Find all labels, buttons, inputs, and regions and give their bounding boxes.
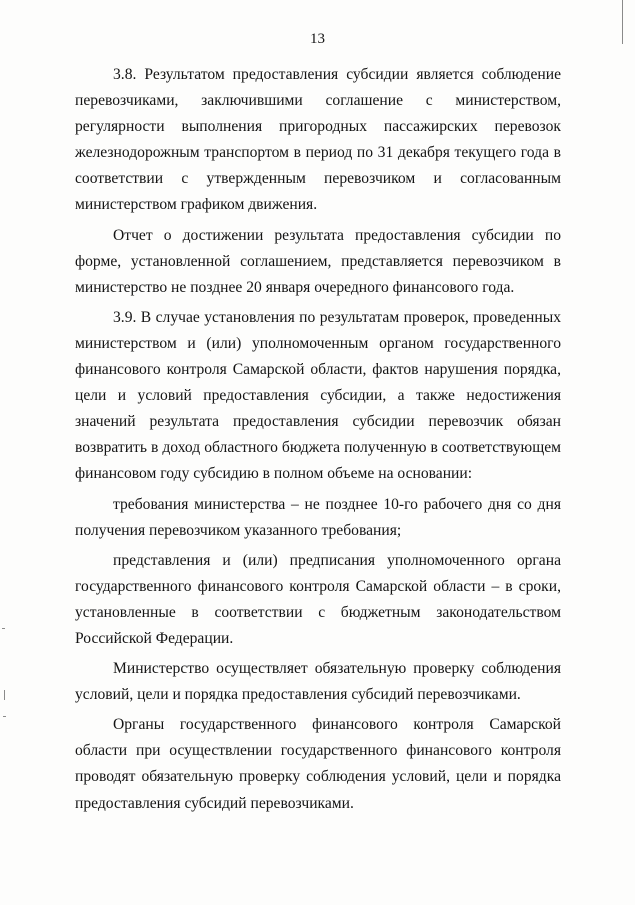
paragraph-report: Отчет о достижении результата предоставления субсидии по форме, установленной соглашением, представляется перевозчиком в министерство не позднее 20 января очередного финансового года. <box>75 226 561 296</box>
paragraph-3-9-return: 3.9. В случае установления по результатам проверок, проведенных министерством и (или) уполномоченным органом государственного финансового контроля Самарской области, фактов нарушения порядка, цели и условий предоставления субсидии, а также недостижения значений результата предоставления субсидии перевозчик обязан возвратить в доход областного бюджета полученную в соответствующем финансовом году субсидию в полном объеме на основании: <box>75 308 561 483</box>
scan-artifact-left-2 <box>4 690 5 700</box>
scan-artifact-right <box>622 0 623 44</box>
scan-artifact-left-3 <box>3 716 6 717</box>
document-body <box>75 62 561 818</box>
scan-artifact-left-1 <box>2 628 5 629</box>
page-number: 13 <box>310 31 325 47</box>
paragraph-ministry-requirement: требования министерства – не позднее 10-го рабочего дня со дня получения перевозчиком указанного требования; <box>75 495 561 539</box>
paragraph-3-8-result: 3.8. Результатом предоставления субсидии является соблюдение перевозчиками, заключившими соглашение с министерством, регулярности выполнения пригородных пассажирских перевозок железнодорожным транспортом в период по 31 декабря текущего года в соответствии с утвержденным перевозчиком и согласованным министерством графиком движения. <box>75 66 561 214</box>
paragraph-ministry-check: Министерство осуществляет обязательную проверку соблюдения условий, цели и порядка предоставления субсидий перевозчиками. <box>75 660 561 704</box>
paragraph-control-body-order: представления и (или) предписания уполномоченного органа государственного финансового контроля Самарской области – в сроки, установленные в соответствии с бюджетным законодательством Российской Федерации. <box>75 551 561 647</box>
paragraph-control-check: Органы государственного финансового контроля Самарской области при осуществлении государственного финансового контроля проводят обязательную проверку соблюдения условий, цели и порядка предоставления субсидий перевозчиками. <box>75 716 561 812</box>
